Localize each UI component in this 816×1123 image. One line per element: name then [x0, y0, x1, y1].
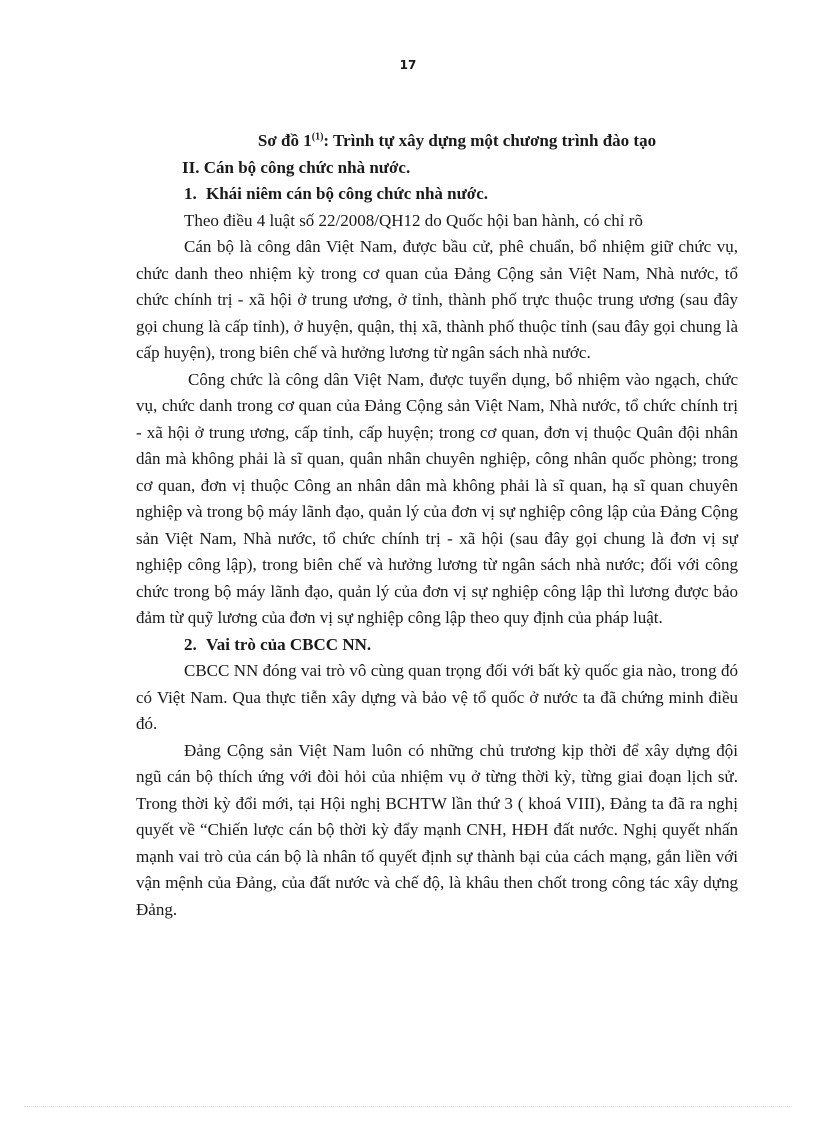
page-bottom-divider: [24, 1106, 792, 1107]
document-body: [136, 128, 738, 923]
section-heading: II. Cán bộ công chức nhà nước.: [182, 157, 411, 177]
paragraph: Theo điều 4 luật số 22/2008/QH12 do Quốc hội ban hành, có chỉ rõ: [184, 210, 643, 230]
diagram-caption-prefix: Sơ đồ 1: [257, 131, 312, 150]
subsection-title: Vai trò của CBCC NN.: [206, 634, 372, 654]
page-number: 17: [399, 58, 417, 72]
diagram-caption: [136, 128, 738, 155]
subsection-number: 1.: [184, 184, 197, 203]
subsection-title: Khái niêm cán bộ công chức nhà nước.: [206, 184, 489, 203]
subsection-heading-1: [136, 181, 738, 208]
paragraph: Công chức là công dân Việt Nam, được tuyển dụng, bổ nhiệm vào ngạch, chức vụ, chức danh trong cơ quan của Đảng Cộng sản Việt Nam, Nhà nước, tổ chức chính trị - xã hội ở trung ương, cấp tỉnh, cấp huyện; trong cơ quan, đơn vị thuộc Quân đội nhân dân mà không phải là sĩ quan, quân nhân chuyên nghiệp, công nhân quốc phòng; trong cơ quan, đơn vị thuộc Công an nhân dân mà không phải là sĩ quan, hạ sĩ quan chuyên nghiệp và trong bộ máy lãnh đạo, quản lý của đơn vị sự nghiệp công lập của Đảng Cộng sản Việt Nam, Nhà nước, tổ chức chính trị - xã hội (sau đây gọi chung là đơn vị sự nghiệp công lập), trong biên chế và hưởng lương từ ngân sách nhà nước; đối với công chức trong bộ máy lãnh đạo, quản lý của đơn vị sự nghiệp công lập thì lương được bảo đảm từ quỹ lương của đơn vị sự nghiệp công lập theo quy định của pháp luật.: [136, 369, 738, 627]
paragraph: Cán bộ là công dân Việt Nam, được bầu cử, phê chuẩn, bổ nhiệm giữ chức vụ, chức danh theo nhiệm kỳ trong cơ quan của Đảng Cộng sản Việt Nam, Nhà nước, tổ chức chính trị - xã hội ở trung ương, ở tỉnh, thành phố trực thuộc trung ương (sau đây gọi chung là cấp tỉnh), ở huyện, quận, thị xã, thành phố thuộc tỉnh (sau đây gọi chung là cấp huyện), trong biên chế và hưởng lương từ ngân sách nhà nước.: [136, 237, 738, 362]
subsection-heading-2: [136, 632, 738, 659]
diagram-caption-footnote-ref: (1): [311, 131, 324, 143]
subsection-number: 2.: [184, 634, 197, 654]
paragraph: CBCC NN đóng vai trò vô cùng quan trọng đối với bất kỳ quốc gia nào, trong đó có Việt Nam. Qua thực tiễn xây dựng và bảo vệ tổ quốc ở nước ta đã chứng minh điều đó.: [136, 661, 738, 733]
paragraph: Đảng Cộng sản Việt Nam luôn có những chủ trương kịp thời để xây dựng đội ngũ cán bộ thích ứng với đòi hỏi của nhiệm vụ ở từng thời kỳ, từng giai đoạn lịch sử. Trong thời kỳ đổi mới, tại Hội nghị BCHTW lần thứ 3 ( khoá VIII), Đảng ta đã ra nghị quyết về “Chiến lược cán bộ thời kỳ đẩy mạnh CNH, HĐH đất nước. Nghị quyết nhấn mạnh vai trò của cán bộ là nhân tố quyết định sự thành bại của cách mạng, gắn liền với vận mệnh của Đảng, của đất nước và chế độ, là khâu then chốt trong công tác xây dựng Đảng.: [136, 740, 738, 919]
diagram-caption-text: : Trình tự xây dựng một chương trình đào tạo: [323, 131, 657, 150]
